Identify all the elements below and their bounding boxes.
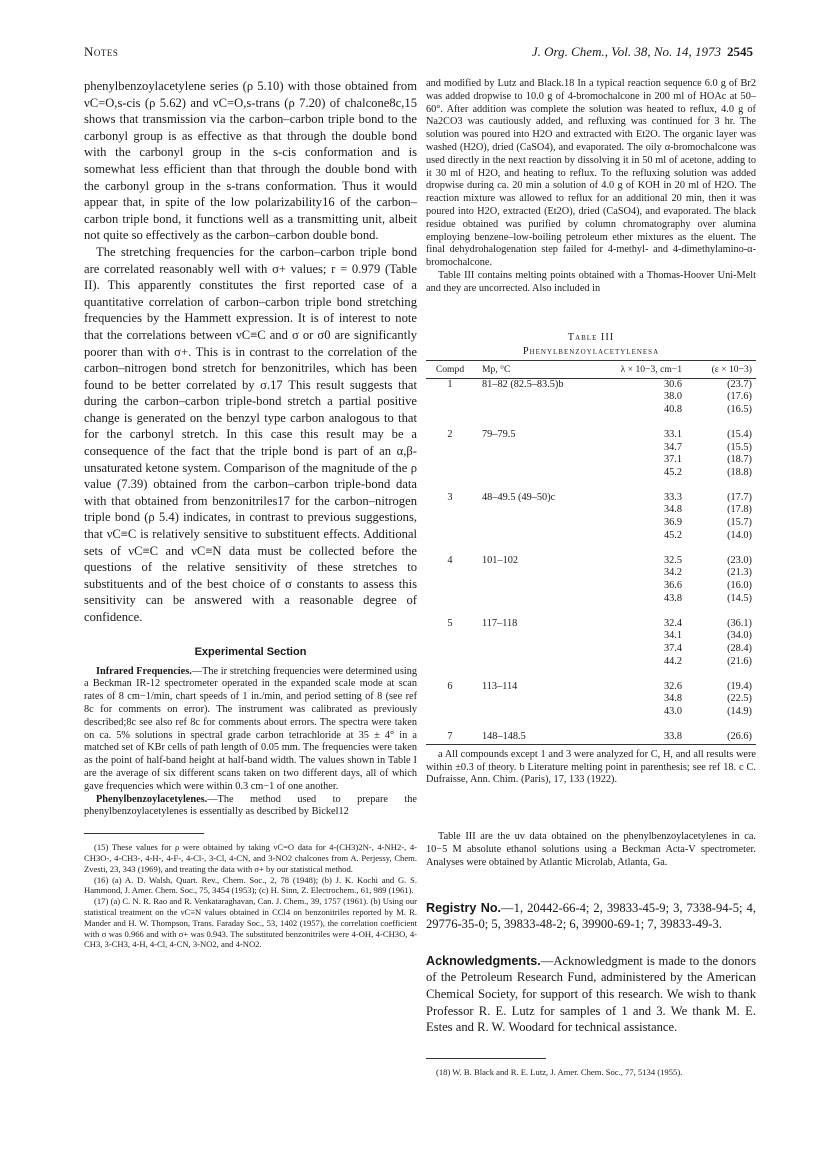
column-header: λ × 10−3, cm−1 [602,360,700,378]
paragraph [84,666,417,794]
table-spacer [426,605,756,618]
table-spacer [426,416,756,429]
epsilon-cell: (23.0) [727,554,752,566]
table-row [426,492,756,505]
footnote: (17) (a) C. N. R. Rao and R. Venkataraghavan, Can. J. Chem., 39, 1757 (1961). (b) Using our statistical treatment on the νC≡N values obtained in CCl4 on benzonitriles reported by M. R. Mander and H. W. Thompson, Trans. Faraday Soc., 53, 1402 (1957), the correlation coefficient with σ was 0.966 and with σ+ was 0.943. The substituted benzonitriles were 4-OH, 4-CH3O, 4-CH3, 3-CH3, 4-H, 4-Cl, 4-CN, 3-NO2, and 4-NO2. [84,896,417,950]
paragraph: phenylbenzoylacetylene series (ρ 5.10) with those obtained from νC=O,s-cis (ρ 5.62) and νC=O,s-trans (ρ 7.20) of chalcone8c,15 shows that transmission via the carbon–carbon triple bond to the carbonyl group is as effective as that through the double bond with the carbonyl group in the s-cis conformation and is somewhat less efficient than that through the double bond with the carbonyl group in the s-trans conformation. Thus it would appear that, in spite of the low polarizability16 of the carbon–carbon triple bond, it functions well as a transmitting unit, albeit not quite so effectively as the carbon–carbon double bond. [84,79,417,243]
footnote-divider [84,833,204,834]
epsilon-cell: (16.0) [727,580,752,592]
compd-cell [426,442,474,455]
epsilon-cell: (17.6) [727,391,752,403]
compd-cell: 5 [447,617,453,629]
acknowledgments [426,953,756,1036]
page-number: 2545 [727,44,753,59]
mp-cell: 113–114 [482,680,518,692]
epsilon-cell: (26.6) [727,731,752,743]
mp-cell: 117–118 [482,617,518,629]
table-row [426,731,756,744]
table-footnotes [426,749,756,787]
spacer-cell [426,416,756,429]
epsilon-cell: (17.8) [727,504,752,516]
mp-cell [474,567,602,580]
epsilon-cell: (18.7) [727,454,752,466]
mp-cell [474,580,602,593]
mp-cell [474,454,602,467]
table-body [426,378,756,744]
compd-cell: 2 [447,428,453,440]
paragraph: and modified by Lutz and Black.18 In a typical reaction sequence 6.0 g of Br2 was added dropwise to 10.0 g of 4-bromochalcone in 200 ml of HOAc at 50–60°. After addition was complete the solution was heated to reflux, 4.0 g of Na2CO3 was cautiously added, and refluxing was continued for 3 hr. The solution was poured into H2O and extracted with Et2O. The organic layer was washed (H2O), dried (CaSO4), and evaporated. The oily α-bromochalcone was used directly in the next reaction by dissolving it in 50 ml of acetone, adding to it 30 ml of H2O, and heating to reflux. To the refluxing solution was added dropwise during ca. 20 min a solution of 4.0 g of KOH in 20 ml of H2O. The reaction mixture was allowed to reflux for an additional 20 min, then it was poured into H2O, extracted (Et2O), dried (CaSO4), and evaporated. The black residue obtained was purified by column chromatography over alumina employing benzene–low-boiling petroleum ether mixtures as the eluent. The final dehydrohalogenation step failed for 4-methyl- and 4-dimethylamino-α-bromochalcone. [426,78,756,269]
paragraph-text: —The ir stretching frequencies were determined using a Beckman IR-12 spectrometer operated in the expanded scale mode at scan rates of 8 cm−1/min, chart speeds of 1 in./min, and period setting of 8 (see ref 8c for comments on error). The instrument was calibrated as previously described;8c see also ref 8c for comments about errors. The spectra were taken on ca. 5% solutions in spectral grade carbon tetrachloride at 35 ± 4° in a matched set of KBr cells of path length of 0.05 mm. The frequencies were taken as the point of half-band height at half-band width. The values shown in Table I are the average of six different scans taken on two different days, all of which gave frequencies which were within 0.3 cm−1 of one another. [84,665,417,792]
epsilon-cell: (21.3) [727,567,752,579]
epsilon-cell: (14.9) [727,705,752,717]
paragraph: The stretching frequencies for the carbon–carbon triple bond are correlated reasonably well with σ+ values; r = 0.979 (Table II). This apparently constitutes the first reported case of a quantitative correlation of carbon–carbon triple bond stretching frequencies by the Hammett expression. It is of interest to note that the correlations between νC≡C and σ or σ0 are significantly poorer than with σ+. This is in contrast to the correlation of the carbon–nitrogen bond stretch for benzonitriles, which has been found to be better correlated by σ.17 This result suggests that during the carbon–carbon triple-bond stretch a partial positive change is generated on the benzyl type carbon analogous to that for the carbonyl stretch. In this case this result may be a consequence of the fact that the triple bond is part of an α,β-unsaturated ketone system. Comparison of the magnitude of the ρ value (7.39) obtained from the carbon–carbon triple-bond data with that obtained from benzonitriles17 for the carbon–nitrogen triple bond (ρ 5.4) indicates, in contrast to previous suggestions, that νC≡C is relatively sensitive to substituent effects. Additional sets of νC≡C and νC≡N data must be collected before the questions of the relative sensitivity of these stretches to substituents and of the best choice of σ constants to assess this sensitivity can be answered with a reasonable degree of confidence. [84,244,417,624]
compd-cell [426,517,474,530]
running-head-right [532,44,753,60]
compd-cell [426,630,474,643]
acknowledgments-text: —Acknowledgment is made to the donors of the Petroleum Research Fund, administered by the American Chemical Society, for support of this research. We wish to thank Professor R. E. Lutz for samples of 1 and 3. We thank M. E. Estes and R. W. Woodard for technical assistance. [426,953,756,1035]
table-row [426,681,756,694]
mp-cell: 48–49.5 (49–50)c [482,491,556,503]
compd-cell: 4 [447,554,453,566]
paragraph-text: —The method used to prepare the phenylbenzoylacetylenes is essentially as described by Bickel12 [84,793,417,818]
mp-cell: 79–79.5 [482,428,516,440]
table-header-row [426,360,756,378]
compd-cell [426,643,474,656]
lambda-cell: 45.2 [663,466,682,478]
table-footnote: a All compounds except 1 and 3 were analyzed for C, H, and all results were within ±0.3 of theory. b Literature melting point in parenthesis; see ref 18. c C. Dufraisse, Ann. Chim. (Paris), 17, 133 (1922). [426,748,756,786]
footnote: (16) (a) A. D. Walsh, Quart. Rev., Chem. Soc., 2, 78 (1948); (b) J. K. Kochi and G. S. Hammond, J. Amer. Chem. Soc., 75, 3454 (1953); (c) H. Sinn, Z. Electrochem., 61, 989 (1961). [84,874,417,896]
table-row [426,567,756,580]
compd-cell: 7 [447,731,453,743]
table-row [426,442,756,455]
paragraph: Table III are the uv data obtained on the phenylbenzoylacetylenes in ca. 10−5 M absolute ethanol solutions using a Beckman Acta-V spectrometer. Analyses were obtained by Atlantic Microlab, Atlanta, Ga. [426,831,756,868]
compd-cell [426,454,474,467]
epsilon-cell: (14.0) [727,529,752,541]
lambda-cell: 37.1 [663,454,682,466]
compd-cell [426,567,474,580]
table-spacer [426,542,756,555]
run-in-heading: Infrared Frequencies. [96,665,192,677]
spacer-cell [426,668,756,681]
lambda-cell: 34.2 [663,567,682,579]
compd-cell [426,706,474,719]
epsilon-cell: (36.1) [727,617,752,629]
compd-cell [426,593,474,606]
lambda-cell: 43.0 [663,705,682,717]
table-title: Table III [567,331,615,343]
table-row [426,630,756,643]
table-iii [426,332,756,788]
table-row [426,404,756,417]
lambda-cell: 32.4 [663,617,682,629]
mp-cell [474,656,602,669]
mp-cell [474,693,602,706]
compd-cell [426,504,474,517]
procedure-text [426,78,756,296]
registry-numbers [426,900,756,933]
epsilon-cell: (18.8) [727,466,752,478]
footnotes [84,842,417,950]
epsilon-cell: (22.5) [727,693,752,705]
table-subtitle: Phenylbenzoylacetylenesa [522,345,660,357]
mp-cell: 148–148.5 [482,731,526,743]
compd-cell [426,693,474,706]
mp-cell [474,391,602,404]
epsilon-cell: (15.5) [727,441,752,453]
table-row [426,391,756,404]
epsilon-cell: (15.7) [727,517,752,529]
table-row [426,454,756,467]
table-row [426,656,756,669]
right-column [426,78,756,1078]
column-header: Mp, °C [474,360,602,378]
spacer-cell [426,479,756,492]
lambda-cell: 30.6 [663,378,682,390]
lambda-cell: 33.8 [663,731,682,743]
registry-text: —1, 20442-66-4; 2, 39833-45-9; 3, 7338-94-5; 4, 29776-35-0; 5, 39833-48-2; 6, 39900-69-1; 7, 39833-49-3. [426,900,756,932]
compd-cell: 1 [447,378,453,390]
epsilon-cell: (19.4) [727,680,752,692]
mp-cell [474,530,602,543]
mp-cell [474,630,602,643]
footnote-divider [426,1058,546,1059]
spacer-cell [426,605,756,618]
lambda-cell: 43.8 [663,592,682,604]
table-row [426,706,756,719]
table-row [426,618,756,631]
compd-cell [426,467,474,480]
lambda-cell: 40.8 [663,403,682,415]
table-spacer [426,479,756,492]
journal-citation: J. Org. Chem., Vol. 38, No. 14, 1973 [531,44,721,59]
table-spacer [426,668,756,681]
lambda-cell: 36.6 [663,580,682,592]
spacer-cell [426,719,756,732]
uv-data-text [426,831,756,869]
table-row [426,517,756,530]
epsilon-cell: (23.7) [727,378,752,390]
epsilon-cell: (17.7) [727,491,752,503]
lambda-cell: 32.6 [663,680,682,692]
lambda-cell: 44.2 [663,655,682,667]
acknowledgments-heading: Acknowledgments. [426,953,541,968]
lambda-cell: 32.5 [663,554,682,566]
epsilon-cell: (14.5) [727,592,752,604]
lambda-cell: 45.2 [663,529,682,541]
section-title: Experimental Section [194,645,307,658]
spacer-cell [426,542,756,555]
table-row [426,555,756,568]
lambda-cell: 33.3 [663,491,682,503]
run-in-heading: Phenylbenzoylacetylenes. [96,793,208,805]
mp-cell [474,706,602,719]
lambda-cell: 37.4 [663,643,682,655]
footnotes [426,1067,756,1078]
compd-cell [426,656,474,669]
footnote: (15) These values for ρ were obtained by taking νC=O data for 4-(CH3)2N-, 4-NH2-, 4-CH3O-, 4-CH3-, 4-H-, 4-F-, 4-Cl-, 3-Cl, 4-CN, and 3-NO2 chalcones from A. Perjessy, Chem. Zvesti, 23, 343 (1969), and treating the data with σ+ by our statistical method. [84,842,417,874]
lambda-cell: 36.9 [663,517,682,529]
epsilon-cell: (28.4) [727,643,752,655]
mp-cell [474,504,602,517]
compd-cell [426,530,474,543]
discussion-text [84,78,417,626]
lambda-cell: 38.0 [663,391,682,403]
lambda-cell: 34.8 [663,504,682,516]
mp-cell [474,467,602,480]
left-column [84,78,417,950]
table-row [426,378,756,391]
lambda-cell: 34.8 [663,693,682,705]
compd-cell: 6 [447,680,453,692]
epsilon-cell: (21.6) [727,655,752,667]
mp-cell [474,404,602,417]
lambda-cell: 33.1 [663,428,682,440]
compd-cell [426,404,474,417]
epsilon-cell: (34.0) [727,630,752,642]
table-row [426,429,756,442]
epsilon-cell: (15.4) [727,428,752,440]
mp-cell: 81–82 (82.5–83.5)b [482,378,564,390]
table-row [426,593,756,606]
table-spacer [426,719,756,732]
epsilon-cell: (16.5) [727,403,752,415]
mp-cell [474,593,602,606]
table-row [426,530,756,543]
mp-cell [474,442,602,455]
table-row [426,504,756,517]
column-header: (ε × 10−3) [700,360,756,378]
registry-heading: Registry No. [426,900,502,915]
running-head-left: Notes [84,44,119,59]
table-row [426,580,756,593]
paragraph: Table III contains melting points obtained with a Thomas-Hoover Uni-Melt and they are uncorrected. Also included in [426,269,756,294]
table-row [426,467,756,480]
column-header: Compd [426,360,474,378]
experimental-text [84,666,417,820]
mp-cell: 101–102 [482,554,519,566]
data-table [426,360,756,745]
mp-cell [474,517,602,530]
table-row [426,643,756,656]
mp-cell [474,643,602,656]
footnote: (18) W. B. Black and R. E. Lutz, J. Amer. Chem. Soc., 77, 5134 (1955). [436,1066,683,1077]
compd-cell: 3 [447,491,453,503]
compd-cell [426,391,474,404]
lambda-cell: 34.1 [663,630,682,642]
paragraph [84,794,417,820]
table-row [426,693,756,706]
lambda-cell: 34.7 [663,441,682,453]
compd-cell [426,580,474,593]
